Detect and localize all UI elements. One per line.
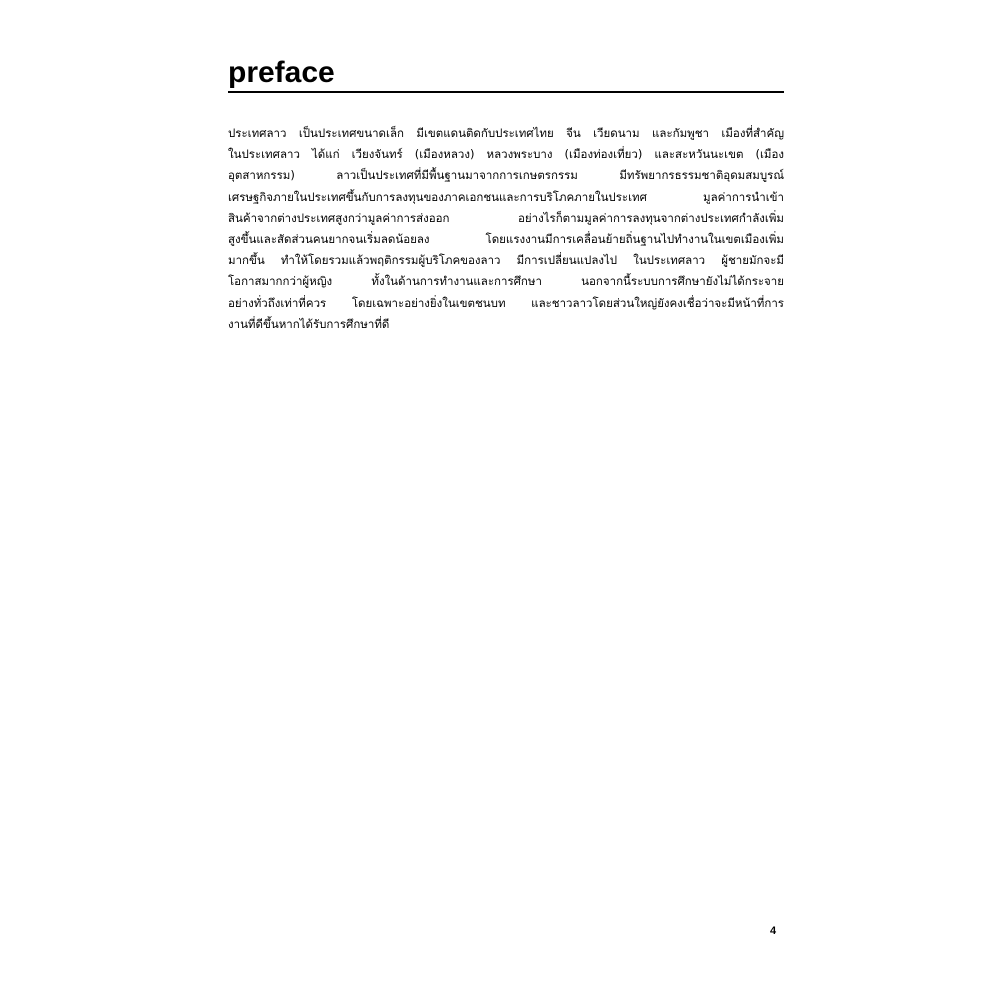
body-paragraph xyxy=(228,123,784,335)
paragraph-line: งานที่ดีขึ้นหากได้รับการศึกษาที่ดี xyxy=(228,316,390,331)
heading-block xyxy=(228,58,784,93)
paragraph-line: ในประเทศลาว ได้แก่ เวียงจันทร์ (เมืองหลวง) หลวงพระบาง (เมืองท่องเที่ยว) และสะหวันนะเขต (เมือง xyxy=(228,147,784,162)
page-title: preface xyxy=(228,56,335,89)
paragraph-line: อย่างทั่วถึงเท่าที่ควร โดยเฉพาะอย่างยิ่งในเขตชนบท และชาวลาวโดยส่วนใหญ่ยังคงเชื่อว่าจะมีหน้าที่การ xyxy=(228,295,784,310)
page-number: 4 xyxy=(770,925,777,937)
paragraph-line: มากขึ้น ทำให้โดยรวมแล้วพฤติกรรมผู้บริโภคของลาว มีการเปลี่ยนแปลงไป ในประเทศลาว ผู้ชายมักจะมี xyxy=(228,253,784,268)
title-underline-rule xyxy=(228,91,784,93)
paragraph-line: เศรษฐกิจภายในประเทศขึ้นกับการลงทุนของภาคเอกชนและการบริโภคภายในประเทศ มูลค่าการนำเข้า xyxy=(228,189,784,204)
paragraph-line: สินค้าจากต่างประเทศสูงกว่ามูลค่าการส่งออก อย่างไรก็ตามมูลค่าการลงทุนจากต่างประเทศกำลังเพิ่ม xyxy=(228,210,784,225)
paragraph-line: โอกาสมากกว่าผู้หญิง ทั้งในด้านการทำงานและการศึกษา นอกจากนี้ระบบการศึกษายังไม่ได้กระจาย xyxy=(228,274,784,289)
paragraph-line: อุตสาหกรรม) ลาวเป็นประเทศที่มีพื้นฐานมาจากการเกษตรกรรม มีทรัพยากรธรรมชาติอุดมสมบูรณ์ xyxy=(228,168,784,183)
paragraph-line: ประเทศลาว เป็นประเทศขนาดเล็ก มีเขตแดนติดกับประเทศไทย จีน เวียดนาม และกัมพูชา เมืองที่สำคัญ xyxy=(228,126,784,140)
paragraph-line: สูงขึ้นและสัดส่วนคนยากจนเริ่มลดน้อยลง โดยแรงงานมีการเคลื่อนย้ายถิ่นฐานไปทำงานในเขตเมืองเพิ่ม xyxy=(228,231,784,246)
